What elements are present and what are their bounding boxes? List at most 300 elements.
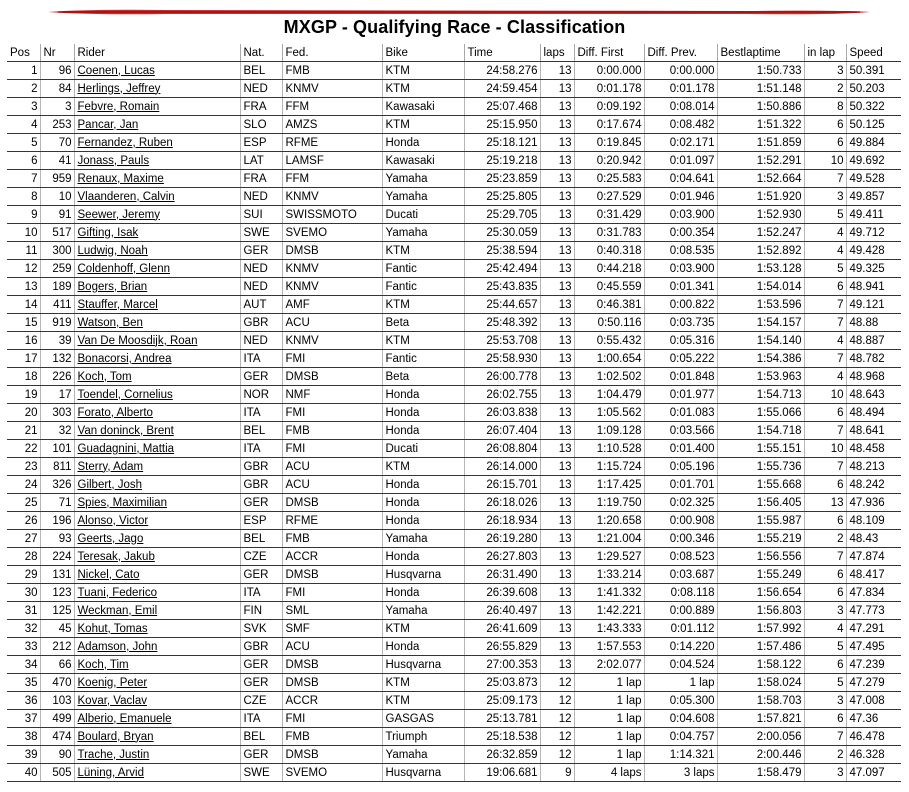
cell-nat: ESP [240,512,282,530]
cell-nr: 259 [40,260,74,278]
cell-time: 26:02.755 [464,386,540,404]
cell-time: 24:58.276 [464,62,540,80]
cell-time: 25:18.538 [464,728,540,746]
cell-diff-first: 1:21.004 [574,530,644,548]
cell-nat: NOR [240,386,282,404]
rider-link[interactable]: Trache, Justin [74,746,240,764]
cell-bike: Yamaha [382,746,464,764]
table-row [7,512,901,530]
rider-link[interactable]: Coldenhoff, Glenn [74,260,240,278]
cell-time: 26:03.838 [464,404,540,422]
cell-bestlaptime: 1:56.803 [717,602,804,620]
cell-bestlaptime: 1:54.014 [717,278,804,296]
rider-link[interactable]: Weckman, Emil [74,602,240,620]
cell-pos: 23 [7,458,40,476]
cell-in-lap: 3 [804,764,846,782]
rider-link[interactable]: Kovar, Vaclav [74,692,240,710]
cell-laps: 13 [540,386,574,404]
cell-bike: Honda [382,584,464,602]
cell-pos: 5 [7,134,40,152]
rider-link[interactable]: Geerts, Jago [74,530,240,548]
rider-link[interactable]: Stauffer, Marcel [74,296,240,314]
cell-nat: GER [240,746,282,764]
rider-link[interactable]: Koch, Tim [74,656,240,674]
column-header-pos: Pos [7,44,40,62]
cell-in-lap: 4 [804,224,846,242]
cell-nr: 84 [40,80,74,98]
cell-nr: 411 [40,296,74,314]
cell-pos: 15 [7,314,40,332]
cell-diff-prev: 0:04.608 [644,710,717,728]
cell-laps: 13 [540,548,574,566]
cell-laps: 13 [540,638,574,656]
column-header-time: Time [464,44,540,62]
cell-diff-first: 1:43.333 [574,620,644,638]
table-row [7,224,901,242]
cell-fed: AMZS [282,116,382,134]
cell-nr: 32 [40,422,74,440]
cell-diff-first: 1 lap [574,746,644,764]
cell-diff-first: 1:41.332 [574,584,644,602]
cell-time: 26:18.934 [464,512,540,530]
cell-laps: 13 [540,206,574,224]
cell-laps: 13 [540,188,574,206]
cell-diff-first: 4 laps [574,764,644,782]
cell-pos: 30 [7,584,40,602]
cell-nat: GBR [240,638,282,656]
cell-nat: GER [240,494,282,512]
rider-link[interactable]: Jonass, Pauls [74,152,240,170]
cell-speed: 49.692 [846,152,901,170]
cell-in-lap: 3 [804,692,846,710]
rider-link[interactable]: Bogers, Brian [74,278,240,296]
cell-diff-prev: 0:01.701 [644,476,717,494]
cell-nat: NED [240,278,282,296]
cell-nat: GER [240,656,282,674]
cell-nr: 196 [40,512,74,530]
cell-nr: 103 [40,692,74,710]
cell-diff-first: 0:20.942 [574,152,644,170]
rider-link[interactable]: Tuani, Federico [74,584,240,602]
cell-diff-prev: 0:01.946 [644,188,717,206]
cell-nat: CZE [240,548,282,566]
rider-link[interactable]: Van doninck, Brent [74,422,240,440]
cell-speed: 48.643 [846,386,901,404]
cell-fed: SML [282,602,382,620]
cell-speed: 47.874 [846,548,901,566]
cell-nat: NED [240,260,282,278]
rider-link[interactable]: Spies, Maximilian [74,494,240,512]
cell-pos: 32 [7,620,40,638]
cell-nr: 303 [40,404,74,422]
table-row [7,602,901,620]
table-row [7,656,901,674]
cell-bestlaptime: 1:57.486 [717,638,804,656]
cell-time: 19:06.681 [464,764,540,782]
cell-diff-prev: 0:01.341 [644,278,717,296]
cell-diff-prev: 0:03.735 [644,314,717,332]
cell-fed: AMF [282,296,382,314]
rider-link[interactable]: Ludwig, Noah [74,242,240,260]
cell-speed: 47.36 [846,710,901,728]
cell-laps: 13 [540,566,574,584]
cell-time: 26:31.490 [464,566,540,584]
cell-bestlaptime: 1:56.654 [717,584,804,602]
cell-speed: 48.109 [846,512,901,530]
cell-laps: 13 [540,530,574,548]
cell-diff-first: 0:09.192 [574,98,644,116]
cell-nr: 125 [40,602,74,620]
cell-in-lap: 4 [804,332,846,350]
rider-link[interactable]: Koch, Tom [74,368,240,386]
cell-laps: 12 [540,710,574,728]
cell-diff-first: 1:57.553 [574,638,644,656]
cell-diff-first: 0:00.000 [574,62,644,80]
cell-diff-prev: 0:01.848 [644,368,717,386]
cell-laps: 13 [540,224,574,242]
cell-speed: 47.008 [846,692,901,710]
cell-diff-prev: 0:01.097 [644,152,717,170]
cell-diff-prev: 0:05.196 [644,458,717,476]
table-row [7,458,901,476]
cell-bike: Fantic [382,278,464,296]
cell-diff-prev: 0:08.118 [644,584,717,602]
rider-link[interactable]: Lüning, Arvid [74,764,240,782]
cell-bike: Triumph [382,728,464,746]
cell-bike: Honda [382,386,464,404]
cell-speed: 47.279 [846,674,901,692]
table-header-row [7,44,901,62]
table-row [7,476,901,494]
cell-pos: 25 [7,494,40,512]
cell-diff-first: 1:19.750 [574,494,644,512]
cell-speed: 49.121 [846,296,901,314]
rider-link[interactable]: Koenig, Peter [74,674,240,692]
cell-in-lap: 6 [804,278,846,296]
rider-link[interactable]: Coenen, Lucas [74,62,240,80]
cell-bestlaptime: 1:53.596 [717,296,804,314]
table-row [7,260,901,278]
table-row [7,116,901,134]
cell-time: 26:08.804 [464,440,540,458]
cell-time: 25:43.835 [464,278,540,296]
table-row [7,206,901,224]
rider-link[interactable]: Watson, Ben [74,314,240,332]
cell-nr: 224 [40,548,74,566]
cell-pos: 10 [7,224,40,242]
cell-fed: ACU [282,314,382,332]
cell-time: 24:59.454 [464,80,540,98]
cell-nat: FRA [240,98,282,116]
column-header-nr: Nr [40,44,74,62]
cell-pos: 11 [7,242,40,260]
cell-diff-first: 0:31.429 [574,206,644,224]
cell-diff-prev: 1:14.321 [644,746,717,764]
cell-diff-first: 0:50.116 [574,314,644,332]
cell-bike: Honda [382,548,464,566]
cell-in-lap: 4 [804,242,846,260]
cell-diff-prev: 0:03.566 [644,422,717,440]
table-row [7,674,901,692]
rider-link[interactable]: Febvre, Romain [74,98,240,116]
column-header-diff-prev: Diff. Prev. [644,44,717,62]
cell-diff-prev: 0:00.889 [644,602,717,620]
cell-in-lap: 6 [804,584,846,602]
cell-bike: KTM [382,674,464,692]
cell-bike: Husqvarna [382,656,464,674]
table-row [7,692,901,710]
cell-nat: GER [240,242,282,260]
cell-diff-prev: 0:03.687 [644,566,717,584]
cell-laps: 9 [540,764,574,782]
cell-in-lap: 3 [804,188,846,206]
cell-laps: 13 [540,260,574,278]
cell-nat: CZE [240,692,282,710]
cell-nr: 91 [40,206,74,224]
cell-bestlaptime: 1:52.930 [717,206,804,224]
cell-bestlaptime: 1:54.718 [717,422,804,440]
table-row [7,638,901,656]
cell-laps: 13 [540,656,574,674]
table-row [7,134,901,152]
cell-fed: DMSB [282,566,382,584]
table-row [7,386,901,404]
cell-diff-first: 1:17.425 [574,476,644,494]
rider-link[interactable]: Alonso, Victor [74,512,240,530]
cell-fed: FMI [282,440,382,458]
rider-link[interactable]: Pancar, Jan [74,116,240,134]
cell-in-lap: 5 [804,674,846,692]
cell-nat: BEL [240,530,282,548]
cell-diff-first: 0:17.674 [574,116,644,134]
cell-bestlaptime: 1:54.713 [717,386,804,404]
cell-diff-prev: 0:00.354 [644,224,717,242]
cell-laps: 13 [540,170,574,188]
cell-diff-prev: 0:04.524 [644,656,717,674]
cell-bike: KTM [382,458,464,476]
cell-pos: 22 [7,440,40,458]
cell-nat: SLO [240,116,282,134]
cell-in-lap: 6 [804,476,846,494]
cell-diff-prev: 0:00.000 [644,62,717,80]
cell-speed: 49.857 [846,188,901,206]
cell-time: 26:19.280 [464,530,540,548]
cell-in-lap: 7 [804,548,846,566]
cell-diff-prev: 0:01.178 [644,80,717,98]
cell-pos: 4 [7,116,40,134]
cell-diff-prev: 1 lap [644,674,717,692]
cell-bestlaptime: 1:51.920 [717,188,804,206]
cell-in-lap: 6 [804,134,846,152]
rider-link[interactable]: Adamson, John [74,638,240,656]
cell-fed: FMB [282,422,382,440]
cell-pos: 28 [7,548,40,566]
cell-speed: 46.328 [846,746,901,764]
rider-link[interactable]: Guadagnini, Mattia [74,440,240,458]
cell-in-lap: 5 [804,260,846,278]
rider-link[interactable]: Nickel, Cato [74,566,240,584]
cell-nr: 101 [40,440,74,458]
table-row [7,440,901,458]
cell-diff-prev: 0:01.083 [644,404,717,422]
cell-nat: GER [240,566,282,584]
cell-in-lap: 2 [804,80,846,98]
cell-laps: 13 [540,332,574,350]
rider-link[interactable]: Teresak, Jakub [74,548,240,566]
cell-fed: ACU [282,638,382,656]
rider-link[interactable]: Alberio, Emanuele [74,710,240,728]
cell-bestlaptime: 1:50.733 [717,62,804,80]
cell-time: 25:03.873 [464,674,540,692]
cell-bestlaptime: 1:56.556 [717,548,804,566]
cell-bestlaptime: 1:52.291 [717,152,804,170]
rider-link[interactable]: Renaux, Maxime [74,170,240,188]
cell-bike: KTM [382,692,464,710]
rider-link[interactable]: Boulard, Bryan [74,728,240,746]
cell-in-lap: 7 [804,314,846,332]
cell-diff-prev: 0:08.482 [644,116,717,134]
cell-nr: 226 [40,368,74,386]
rider-link[interactable]: Sterry, Adam [74,458,240,476]
cell-speed: 49.884 [846,134,901,152]
rider-link[interactable]: Gilbert, Josh [74,476,240,494]
cell-in-lap: 6 [804,710,846,728]
cell-fed: KNMV [282,80,382,98]
cell-bike: Yamaha [382,224,464,242]
cell-time: 25:15.950 [464,116,540,134]
cell-fed: DMSB [282,656,382,674]
cell-laps: 13 [540,476,574,494]
cell-fed: FMB [282,62,382,80]
cell-nr: 300 [40,242,74,260]
cell-in-lap: 2 [804,746,846,764]
cell-nat: BEL [240,62,282,80]
cell-speed: 47.936 [846,494,901,512]
cell-diff-first: 0:25.583 [574,170,644,188]
cell-nr: 71 [40,494,74,512]
cell-fed: FMI [282,404,382,422]
cell-speed: 47.834 [846,584,901,602]
cell-diff-first: 1:04.479 [574,386,644,404]
cell-bestlaptime: 1:57.992 [717,620,804,638]
table-row [7,368,901,386]
cell-nat: AUT [240,296,282,314]
cell-diff-first: 0:19.845 [574,134,644,152]
cell-diff-prev: 0:02.325 [644,494,717,512]
cell-nr: 41 [40,152,74,170]
cell-laps: 13 [540,116,574,134]
cell-nr: 919 [40,314,74,332]
table-row [7,314,901,332]
cell-laps: 13 [540,152,574,170]
cell-pos: 33 [7,638,40,656]
cell-nat: GBR [240,476,282,494]
cell-fed: FFM [282,98,382,116]
cell-time: 25:30.059 [464,224,540,242]
rider-link[interactable]: Bonacorsi, Andrea [74,350,240,368]
cell-fed: KNMV [282,278,382,296]
cell-nr: 10 [40,188,74,206]
cell-in-lap: 13 [804,494,846,512]
cell-in-lap: 8 [804,98,846,116]
rider-link[interactable]: Van De Moosdijk, Roan [74,332,240,350]
cell-speed: 47.239 [846,656,901,674]
cell-fed: ACU [282,458,382,476]
rider-link[interactable]: Seewer, Jeremy [74,206,240,224]
column-header-rider: Rider [74,44,240,62]
cell-bestlaptime: 1:51.148 [717,80,804,98]
cell-nat: SWE [240,224,282,242]
cell-bike: KTM [382,62,464,80]
cell-bike: Fantic [382,260,464,278]
table-row [7,170,901,188]
cell-fed: RFME [282,134,382,152]
cell-nr: 189 [40,278,74,296]
cell-time: 26:27.803 [464,548,540,566]
cell-nat: NED [240,80,282,98]
cell-in-lap: 10 [804,440,846,458]
rider-link[interactable]: Gifting, Isak [74,224,240,242]
table-row [7,764,901,782]
cell-bestlaptime: 1:52.247 [717,224,804,242]
cell-nr: 132 [40,350,74,368]
cell-fed: DMSB [282,746,382,764]
cell-laps: 12 [540,746,574,764]
cell-fed: FMI [282,584,382,602]
cell-fed: SWISSMOTO [282,206,382,224]
cell-diff-prev: 3 laps [644,764,717,782]
cell-fed: ACCR [282,548,382,566]
table-row [7,422,901,440]
cell-time: 25:25.805 [464,188,540,206]
cell-bestlaptime: 1:55.668 [717,476,804,494]
cell-bestlaptime: 1:58.703 [717,692,804,710]
page-title: MXGP - Qualifying Race - Classification [283,17,626,37]
rider-link[interactable]: Kohut, Tomas [74,620,240,638]
cell-diff-first: 1:05.562 [574,404,644,422]
cell-in-lap: 10 [804,386,846,404]
cell-fed: KNMV [282,332,382,350]
cell-pos: 17 [7,350,40,368]
cell-bestlaptime: 1:55.066 [717,404,804,422]
cell-in-lap: 7 [804,170,846,188]
cell-time: 26:18.026 [464,494,540,512]
cell-nat: ITA [240,404,282,422]
cell-diff-prev: 0:05.316 [644,332,717,350]
rider-link[interactable]: Fernandez, Ruben [74,134,240,152]
cell-fed: ACU [282,476,382,494]
cell-diff-prev: 0:00.908 [644,512,717,530]
cell-laps: 12 [540,728,574,746]
cell-laps: 13 [540,314,574,332]
rider-link[interactable]: Herlings, Jeffrey [74,80,240,98]
cell-laps: 13 [540,602,574,620]
cell-time: 26:14.000 [464,458,540,476]
cell-bestlaptime: 1:55.987 [717,512,804,530]
cell-nat: SVK [240,620,282,638]
rider-link[interactable]: Toendel, Cornelius [74,386,240,404]
cell-bike: KTM [382,242,464,260]
cell-bike: GASGAS [382,710,464,728]
cell-in-lap: 6 [804,656,846,674]
cell-bestlaptime: 1:53.128 [717,260,804,278]
rider-link[interactable]: Forato, Alberto [74,404,240,422]
rider-link[interactable]: Vlaanderen, Calvin [74,188,240,206]
cell-diff-first: 0:45.559 [574,278,644,296]
cell-laps: 13 [540,278,574,296]
table-row [7,296,901,314]
cell-fed: DMSB [282,242,382,260]
